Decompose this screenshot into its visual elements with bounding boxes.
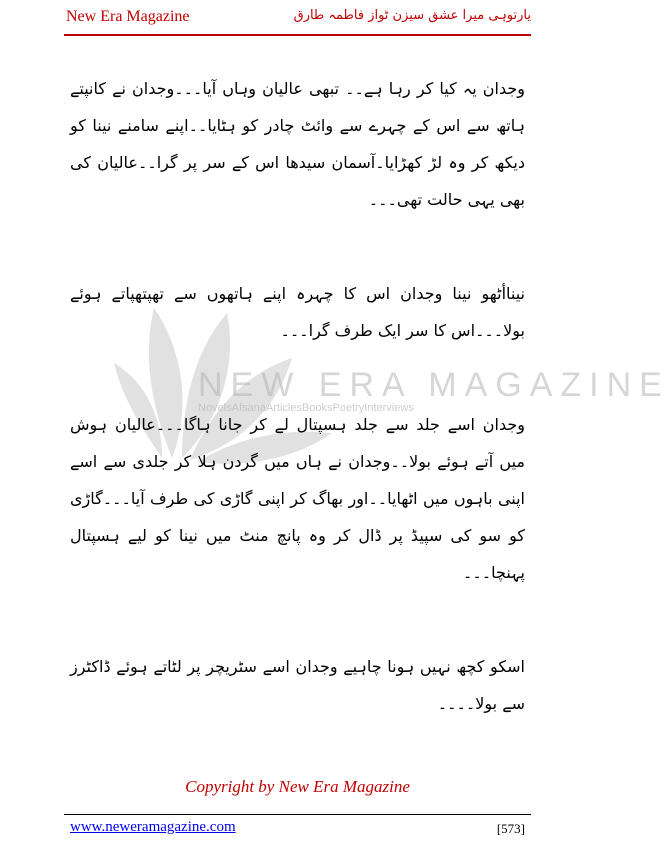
paragraph-2: نیناأٹھو نینا وجدان اس کا چہرہ اپنے ہاتھوں سے تھپتھپاتے ہوئے بولا۔۔۔اس کا سر ایک طرف گرا۔۔۔ — [70, 284, 525, 340]
magazine-name: New Era Magazine — [66, 8, 190, 25]
paragraph-3: وجدان اسے جلد سے جلد ہسپتال لے کر جانا ہاگا۔۔۔عالیان ہوش میں آتے ہوئے بولا۔۔وجدان نے ہاں میں گردن ہلا کر جلدی سے اسے اپنی باہوں میں اٹھایا۔۔اور بھاگ کر اپنی گاڑی کی طرف آیا۔۔۔گاڑی کو سو کی سپیڈ پر ڈال کر وہ پانچ منٹ میں نینا کو لیے ہسپتال پہنچا۔۔۔ — [70, 415, 525, 582]
copyright-notice: Copyright by New Era Magazine — [185, 777, 410, 796]
story-title: یارتوہی میرا عشق سیزن ٹواز فاطمہ طارق — [293, 8, 531, 23]
watermark-tagline: NovelsAfsanaArticlesBooksPoetryInterviews — [198, 402, 414, 414]
page-number: [573] — [496, 821, 525, 836]
watermark-text: NEW ERA MAGAZINE — [198, 366, 670, 404]
header-divider — [64, 34, 531, 36]
website-link[interactable]: www.neweramagazine.com — [70, 819, 236, 835]
paragraph-1: وجدان یہ کیا کر رہا ہے۔۔ تبھی عالیان وہاں آیا۔۔۔وجدان نے کانپتے ہاتھ سے اس کے چہرے سے وائٹ چادر کو ہٹایا۔۔اپنے سامنے نینا کو دیکھ کر وہ لڑ کھڑایا۔آسمان سیدھا اس کے سر پر گرا۔۔عالیان کی بھی یہی حالت تھی۔۔۔ — [70, 79, 525, 209]
footer-divider — [64, 814, 531, 815]
story-body — [70, 70, 525, 722]
paragraph-4: اسکو کچھ نہیں ہونا چاہیے وجدان اسے سٹریچر پر لٹاتے ہوئے ڈاکٹرز سے بولا۔۔۔۔ — [70, 657, 525, 713]
